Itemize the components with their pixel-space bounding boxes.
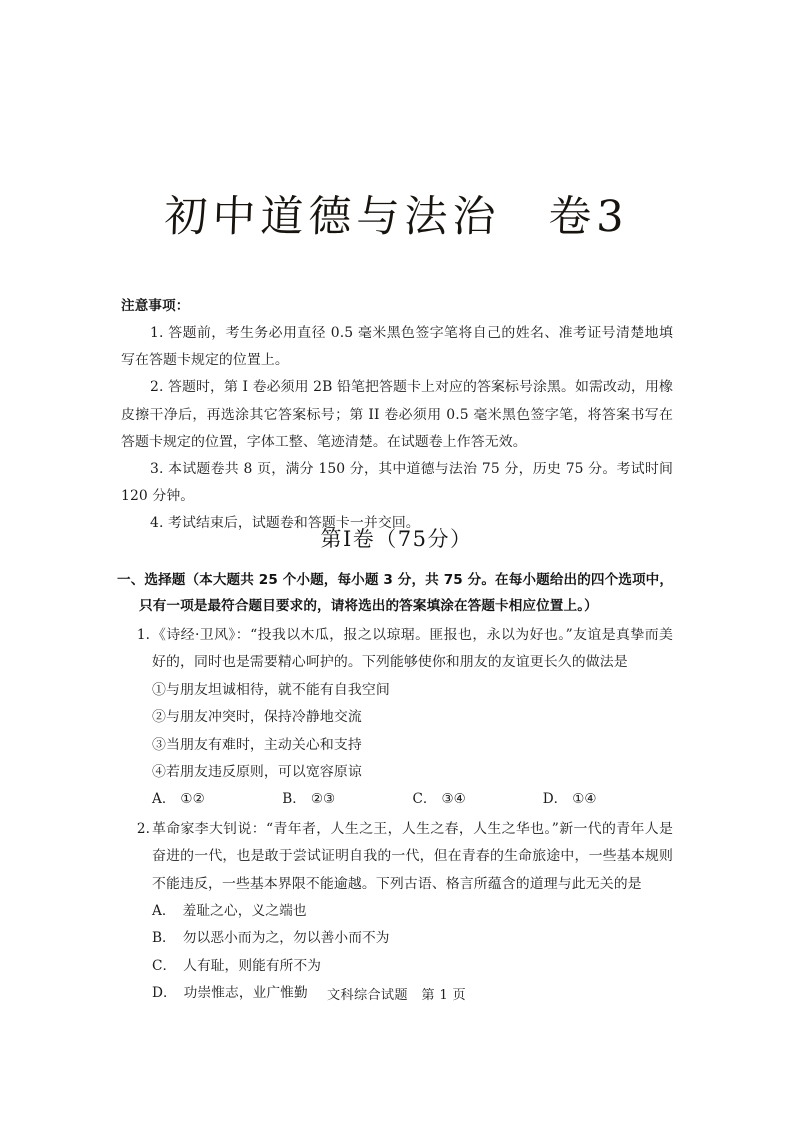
- question-stem: [121, 622, 673, 677]
- question-number: 2.: [136, 820, 150, 837]
- question-stem-text: 《诗经·卫风》：“投我以木瓜，报之以琼琚。匪报也，永以为好也。”友谊是真挚而美好的，同时也是需要精心呵护的。下列能够使你和朋友的友谊更长久的做法是: [152, 627, 673, 671]
- answer-choice-d[interactable]: [543, 786, 673, 813]
- choice-letter: C．: [152, 957, 177, 974]
- choice-letter: B．: [282, 791, 306, 808]
- choice-text: 勿以恶小而为之，勿以善小而不为: [182, 930, 390, 947]
- answer-choice-b[interactable]: [152, 925, 673, 952]
- page-title: 初中道德与法治 卷3: [163, 192, 630, 242]
- choice-letter: D．: [152, 985, 177, 1002]
- choice-text: ①④: [572, 791, 597, 808]
- choice-text: 功崇惟志，业广惟勤: [183, 985, 308, 1002]
- answer-choice-a[interactable]: [152, 786, 282, 813]
- choice-letter: C．: [412, 791, 437, 808]
- choice-text: 人有耻，则能有所不为: [183, 957, 322, 974]
- section-heading-part-one: 第Ⅰ卷（75分）: [320, 527, 473, 551]
- answer-choice-c[interactable]: [413, 786, 543, 813]
- choice-text: ③④: [441, 791, 466, 808]
- answer-choice-b[interactable]: [282, 786, 412, 813]
- question-subitem: ②与朋友冲突时，保持冷静地交流: [152, 709, 362, 726]
- choice-text: ②③: [310, 791, 336, 808]
- choice-letter: D．: [542, 791, 568, 808]
- question-type-heading: [117, 568, 675, 619]
- notice-item: 1. 答题前，考生务必用直径 0.5 毫米黑色签字笔将自己的姓名、准考证号清楚地填写在答题卡规定的位置上。: [121, 325, 673, 369]
- question-item: [121, 622, 673, 814]
- answer-choices: [121, 786, 673, 813]
- notice-item: 2. 答题时，第 I 卷必须用 2B 铅笔把答题卡上对应的答案标号涂黑。如需改动，用橡皮擦干净后，再选涂其它答案标号；第 II 卷必须用 0.5 毫米黑色签字笔，将答案书写在答题卡规定的位置，字体工整、笔迹清楚。在试题卷上作答无效。: [121, 379, 673, 450]
- notice-item: 3. 本试题卷共 8 页，满分 150 分，其中道德与法治 75 分，历史 75 分。考试时间 120 分钟。: [121, 461, 673, 505]
- choice-letter: A．: [152, 903, 176, 920]
- question-subitem: ③当朋友有难时，主动关心和支持: [152, 736, 362, 753]
- notice-item: 4. 考试结束后，试题卷和答题卡一并交回。: [150, 515, 420, 532]
- question-item: [121, 816, 673, 1008]
- question-type-heading-line2: 只有一项是最符合题目要求的，请将选出的答案填涂在答题卡相应位置上。）: [139, 597, 598, 614]
- answer-choice-c[interactable]: [152, 953, 673, 980]
- question-stem: [121, 816, 673, 898]
- question-subitem: ①与朋友坦诚相待，就不能有自我空间: [152, 681, 390, 698]
- choice-text: ①②: [180, 791, 205, 808]
- page-footer: 文科综合试题 第 1 页: [326, 988, 467, 1003]
- question-subitem: ④若朋友违反原则，可以宽容原谅: [152, 764, 362, 781]
- choice-text: 羞耻之心，义之端也: [182, 903, 307, 920]
- notice-heading: 注意事项：: [121, 298, 190, 314]
- question-number: 1.: [136, 627, 150, 643]
- question-type-heading-line1: 一、选择题（本大题共 25 个小题，每小题 3 分，共 75 分。在每小题给出的四个选项中，: [117, 572, 674, 588]
- question-stem-text: 革命家李大钊说：“青年者，人生之王，人生之春，人生之华也。”新一代的青年人是奋进的一代，也是敢于尝试证明自我的一代，但在青春的生命旅途中，一些基本规则不能违反，一些基本界限不能逾越。下列古语、格言所蕴含的道理与此无关的是: [152, 820, 673, 892]
- question-list: [121, 622, 673, 1010]
- notice-section: [121, 293, 673, 538]
- choice-letter: B．: [152, 930, 176, 947]
- answer-choice-a[interactable]: [152, 898, 673, 925]
- choice-letter: A．: [152, 791, 176, 808]
